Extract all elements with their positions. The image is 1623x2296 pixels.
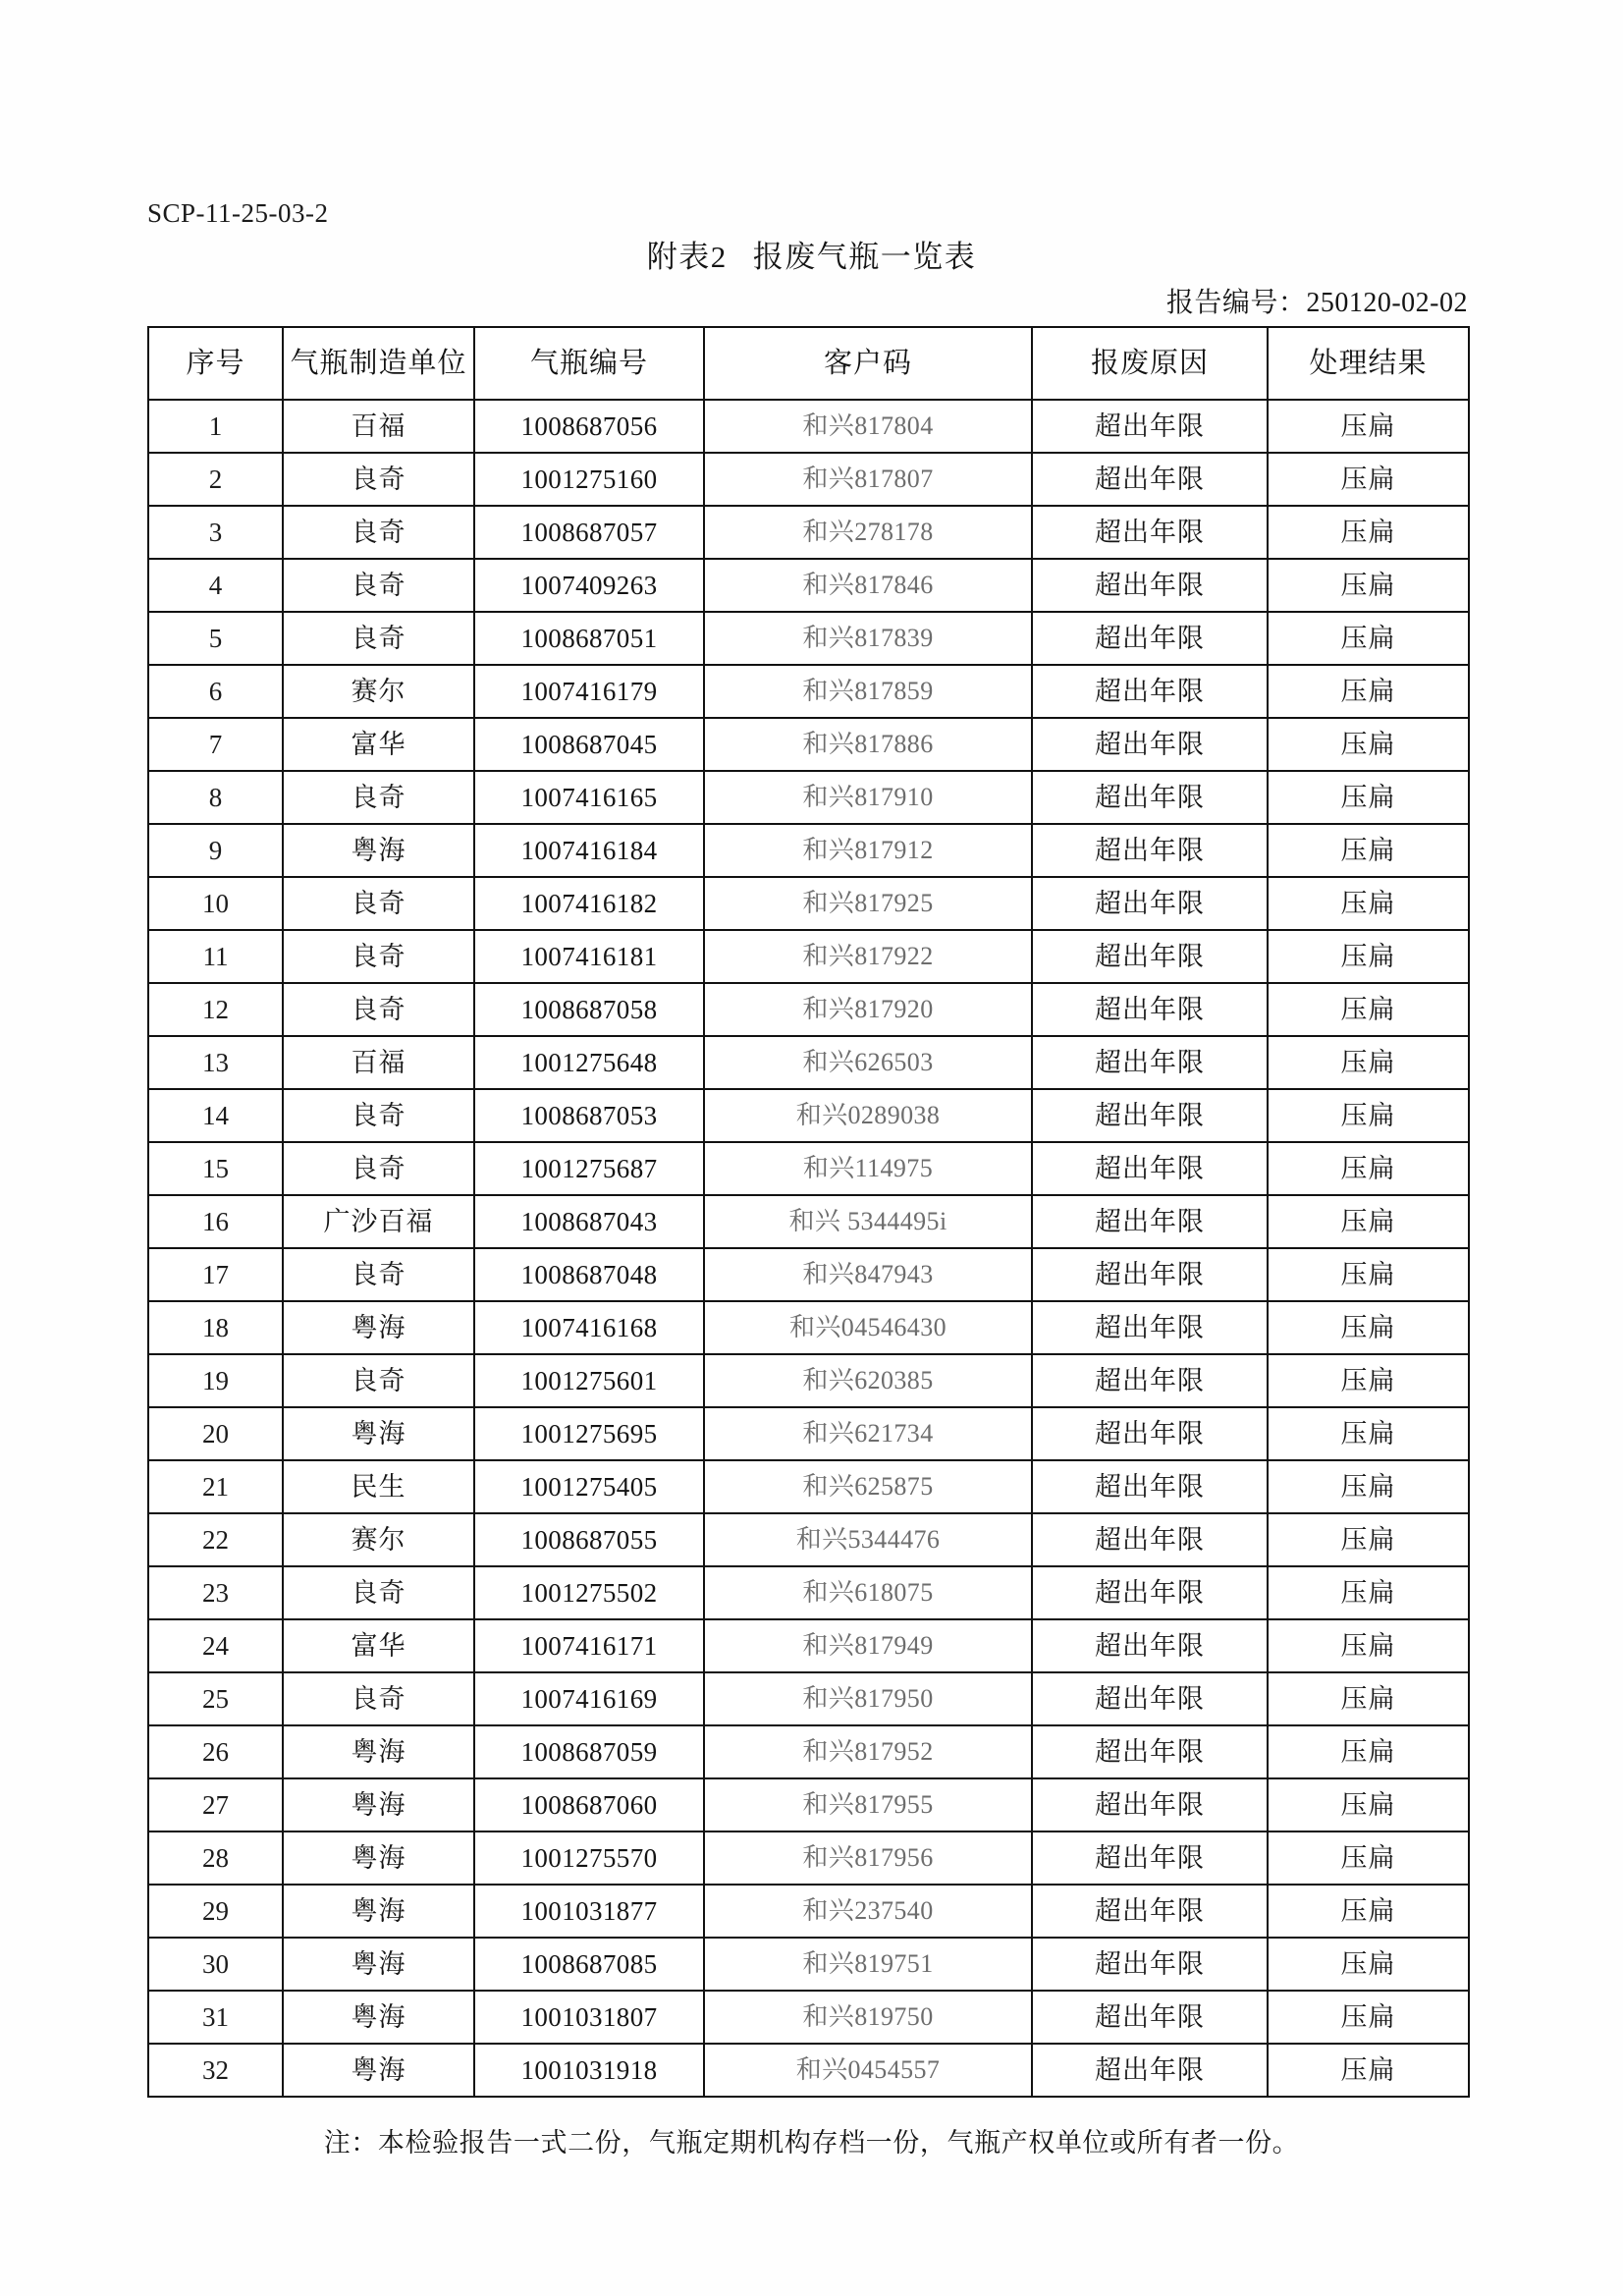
cell-index: 5 (148, 612, 283, 665)
table-row (148, 1460, 1469, 1513)
cell-index: 2 (148, 453, 283, 506)
cell-scrap-reason: 超出年限 (1032, 1831, 1268, 1885)
footer-note: 注：本检验报告一式二份，气瓶定期机构存档一份，气瓶产权单位或所有者一份。 (323, 2128, 1300, 2158)
cell-scrap-reason: 超出年限 (1032, 453, 1268, 506)
scrapped-cylinder-table-container (147, 326, 1468, 2098)
cell-manufacturer: 良奇 (283, 559, 474, 612)
cell-index: 32 (148, 2044, 283, 2097)
cell-manufacturer: 百福 (283, 400, 474, 453)
table-row (148, 1195, 1469, 1248)
table-row (148, 771, 1469, 824)
cell-manufacturer: 良奇 (283, 930, 474, 983)
cell-scrap-reason: 超出年限 (1032, 1725, 1268, 1778)
cell-index: 9 (148, 824, 283, 877)
cell-customer-code: 和兴5344476 (704, 1513, 1032, 1566)
cell-disposal-result: 压扁 (1268, 1566, 1469, 1619)
cell-index: 17 (148, 1248, 283, 1301)
cell-manufacturer: 良奇 (283, 612, 474, 665)
table-row (148, 559, 1469, 612)
cell-customer-code: 和兴817952 (704, 1725, 1032, 1778)
cell-customer-code: 和兴817910 (704, 771, 1032, 824)
cell-disposal-result: 压扁 (1268, 771, 1469, 824)
cell-index: 23 (148, 1566, 283, 1619)
cell-cylinder-no: 1007416171 (474, 1619, 704, 1672)
table-row (148, 1566, 1469, 1619)
cell-disposal-result: 压扁 (1268, 1142, 1469, 1195)
cell-manufacturer: 粤海 (283, 1831, 474, 1885)
column-header-disposal-result: 处理结果 (1268, 327, 1469, 400)
cell-customer-code: 和兴620385 (704, 1354, 1032, 1407)
cell-scrap-reason: 超出年限 (1032, 930, 1268, 983)
column-header-customer-code: 客户码 (704, 327, 1032, 400)
cell-customer-code: 和兴817846 (704, 559, 1032, 612)
cell-cylinder-no: 1008687045 (474, 718, 704, 771)
cell-customer-code: 和兴819751 (704, 1938, 1032, 1991)
cell-disposal-result: 压扁 (1268, 1672, 1469, 1725)
cell-customer-code: 和兴817804 (704, 400, 1032, 453)
cell-scrap-reason: 超出年限 (1032, 1566, 1268, 1619)
cell-customer-code: 和兴114975 (704, 1142, 1032, 1195)
cell-disposal-result: 压扁 (1268, 877, 1469, 930)
cell-manufacturer: 富华 (283, 718, 474, 771)
cell-manufacturer: 粤海 (283, 1778, 474, 1831)
cell-cylinder-no: 1008687060 (474, 1778, 704, 1831)
cell-disposal-result: 压扁 (1268, 930, 1469, 983)
cell-cylinder-no: 1008687048 (474, 1248, 704, 1301)
cell-cylinder-no: 1001275160 (474, 453, 704, 506)
table-row (148, 506, 1469, 559)
cell-cylinder-no: 1008687053 (474, 1089, 704, 1142)
table-row (148, 1778, 1469, 1831)
table-row (148, 718, 1469, 771)
cell-index: 13 (148, 1036, 283, 1089)
cell-cylinder-no: 1001031807 (474, 1991, 704, 2044)
report-number-value: 250120-02-02 (1306, 288, 1468, 318)
cell-manufacturer: 百福 (283, 1036, 474, 1089)
cell-scrap-reason: 超出年限 (1032, 612, 1268, 665)
cell-disposal-result: 压扁 (1268, 665, 1469, 718)
cell-scrap-reason: 超出年限 (1032, 1885, 1268, 1938)
cell-cylinder-no: 1008687051 (474, 612, 704, 665)
cell-index: 8 (148, 771, 283, 824)
cell-cylinder-no: 1008687056 (474, 400, 704, 453)
cell-disposal-result: 压扁 (1268, 1938, 1469, 1991)
cell-manufacturer: 良奇 (283, 453, 474, 506)
table-header (148, 327, 1469, 400)
cell-scrap-reason: 超出年限 (1032, 1778, 1268, 1831)
cell-scrap-reason: 超出年限 (1032, 1301, 1268, 1354)
cell-scrap-reason: 超出年限 (1032, 771, 1268, 824)
table-row (148, 1142, 1469, 1195)
cell-index: 19 (148, 1354, 283, 1407)
cell-scrap-reason: 超出年限 (1032, 1407, 1268, 1460)
cell-index: 7 (148, 718, 283, 771)
cell-manufacturer: 粤海 (283, 1885, 474, 1938)
table-row (148, 1301, 1469, 1354)
cell-manufacturer: 广沙百福 (283, 1195, 474, 1248)
cell-customer-code: 和兴817839 (704, 612, 1032, 665)
cell-scrap-reason: 超出年限 (1032, 1513, 1268, 1566)
cell-index: 14 (148, 1089, 283, 1142)
cell-scrap-reason: 超出年限 (1032, 718, 1268, 771)
cell-scrap-reason: 超出年限 (1032, 665, 1268, 718)
cell-index: 4 (148, 559, 283, 612)
cell-scrap-reason: 超出年限 (1032, 1195, 1268, 1248)
cell-cylinder-no: 1008687057 (474, 506, 704, 559)
cell-customer-code: 和兴04546430 (704, 1301, 1032, 1354)
cell-manufacturer: 良奇 (283, 1089, 474, 1142)
cell-customer-code: 和兴0289038 (704, 1089, 1032, 1142)
cell-customer-code: 和兴847943 (704, 1248, 1032, 1301)
cell-scrap-reason: 超出年限 (1032, 1089, 1268, 1142)
cell-disposal-result: 压扁 (1268, 1248, 1469, 1301)
cell-customer-code: 和兴817955 (704, 1778, 1032, 1831)
cell-manufacturer: 良奇 (283, 1354, 474, 1407)
cell-cylinder-no: 1007416169 (474, 1672, 704, 1725)
cell-manufacturer: 富华 (283, 1619, 474, 1672)
table-row (148, 1725, 1469, 1778)
cell-disposal-result: 压扁 (1268, 400, 1469, 453)
cell-cylinder-no: 1001275405 (474, 1460, 704, 1513)
table-row (148, 1938, 1469, 1991)
cell-disposal-result: 压扁 (1268, 983, 1469, 1036)
cell-disposal-result: 压扁 (1268, 1831, 1469, 1885)
cell-index: 31 (148, 1991, 283, 2044)
cell-cylinder-no: 1008687059 (474, 1725, 704, 1778)
cell-manufacturer: 良奇 (283, 1142, 474, 1195)
cell-scrap-reason: 超出年限 (1032, 877, 1268, 930)
cell-manufacturer: 粤海 (283, 1938, 474, 1991)
table-row (148, 1513, 1469, 1566)
cell-cylinder-no: 1007416168 (474, 1301, 704, 1354)
table-row (148, 1354, 1469, 1407)
cell-index: 12 (148, 983, 283, 1036)
cell-disposal-result: 压扁 (1268, 559, 1469, 612)
cell-cylinder-no: 1007409263 (474, 559, 704, 612)
cell-scrap-reason: 超出年限 (1032, 1354, 1268, 1407)
cell-disposal-result: 压扁 (1268, 1407, 1469, 1460)
cell-cylinder-no: 1008687085 (474, 1938, 704, 1991)
cell-index: 3 (148, 506, 283, 559)
cell-scrap-reason: 超出年限 (1032, 2044, 1268, 2097)
cell-disposal-result: 压扁 (1268, 2044, 1469, 2097)
cell-disposal-result: 压扁 (1268, 1301, 1469, 1354)
cell-index: 21 (148, 1460, 283, 1513)
table-row (148, 1672, 1469, 1725)
cell-cylinder-no: 1001275601 (474, 1354, 704, 1407)
cell-manufacturer: 粤海 (283, 1725, 474, 1778)
cell-manufacturer: 良奇 (283, 983, 474, 1036)
cell-scrap-reason: 超出年限 (1032, 1938, 1268, 1991)
cell-customer-code: 和兴237540 (704, 1885, 1032, 1938)
cell-disposal-result: 压扁 (1268, 453, 1469, 506)
cell-index: 24 (148, 1619, 283, 1672)
cell-disposal-result: 压扁 (1268, 1885, 1469, 1938)
cell-customer-code: 和兴278178 (704, 506, 1032, 559)
cell-manufacturer: 良奇 (283, 771, 474, 824)
cell-disposal-result: 压扁 (1268, 1036, 1469, 1089)
table-row (148, 1089, 1469, 1142)
cell-scrap-reason: 超出年限 (1032, 1142, 1268, 1195)
cell-customer-code: 和兴817920 (704, 983, 1032, 1036)
cell-cylinder-no: 1001275502 (474, 1566, 704, 1619)
cell-manufacturer: 粤海 (283, 1407, 474, 1460)
cell-index: 20 (148, 1407, 283, 1460)
cell-cylinder-no: 1008687043 (474, 1195, 704, 1248)
cell-customer-code: 和兴 5344495i (704, 1195, 1032, 1248)
table-row (148, 1407, 1469, 1460)
cell-cylinder-no: 1001275687 (474, 1142, 704, 1195)
cell-scrap-reason: 超出年限 (1032, 559, 1268, 612)
cell-index: 26 (148, 1725, 283, 1778)
cell-index: 11 (148, 930, 283, 983)
cell-disposal-result: 压扁 (1268, 824, 1469, 877)
cell-cylinder-no: 1007416182 (474, 877, 704, 930)
cell-index: 1 (148, 400, 283, 453)
cell-disposal-result: 压扁 (1268, 506, 1469, 559)
cell-customer-code: 和兴817912 (704, 824, 1032, 877)
cell-cylinder-no: 1001275570 (474, 1831, 704, 1885)
cell-index: 15 (148, 1142, 283, 1195)
cell-customer-code: 和兴621734 (704, 1407, 1032, 1460)
cell-index: 27 (148, 1778, 283, 1831)
table-header-row (148, 327, 1469, 400)
cell-customer-code: 和兴817956 (704, 1831, 1032, 1885)
cell-index: 16 (148, 1195, 283, 1248)
cell-disposal-result: 压扁 (1268, 1725, 1469, 1778)
report-number-label: 报告编号： (1165, 288, 1307, 318)
cell-disposal-result: 压扁 (1268, 1991, 1469, 2044)
cell-index: 10 (148, 877, 283, 930)
table-row (148, 1036, 1469, 1089)
column-header-index: 序号 (148, 327, 283, 400)
page-title (0, 232, 1623, 276)
table-row (148, 983, 1469, 1036)
cell-cylinder-no: 1001031918 (474, 2044, 704, 2097)
table-row (148, 2044, 1469, 2097)
table-row (148, 453, 1469, 506)
cell-index: 29 (148, 1885, 283, 1938)
page-title-prefix: 附表2 (646, 240, 728, 274)
table-row (148, 400, 1469, 453)
cell-scrap-reason: 超出年限 (1032, 1036, 1268, 1089)
column-header-manufacturer: 气瓶制造单位 (283, 327, 474, 400)
cell-scrap-reason: 超出年限 (1032, 983, 1268, 1036)
cell-manufacturer: 赛尔 (283, 1513, 474, 1566)
table-row (148, 824, 1469, 877)
cell-index: 18 (148, 1301, 283, 1354)
cell-disposal-result: 压扁 (1268, 1513, 1469, 1566)
table-row (148, 665, 1469, 718)
report-number (1166, 281, 1468, 320)
cell-customer-code: 和兴817949 (704, 1619, 1032, 1672)
cell-index: 6 (148, 665, 283, 718)
cell-customer-code: 和兴625875 (704, 1460, 1032, 1513)
cell-cylinder-no: 1007416181 (474, 930, 704, 983)
page-title-main: 报废气瓶一览表 (752, 240, 977, 274)
table-body (148, 400, 1469, 2097)
cell-manufacturer: 良奇 (283, 506, 474, 559)
table-row (148, 1885, 1469, 1938)
cell-customer-code: 和兴817886 (704, 718, 1032, 771)
cell-manufacturer: 良奇 (283, 1566, 474, 1619)
table-row (148, 1248, 1469, 1301)
cell-manufacturer: 良奇 (283, 1672, 474, 1725)
cell-manufacturer: 良奇 (283, 877, 474, 930)
cell-cylinder-no: 1007416179 (474, 665, 704, 718)
cell-index: 28 (148, 1831, 283, 1885)
cell-disposal-result: 压扁 (1268, 612, 1469, 665)
cell-manufacturer: 粤海 (283, 2044, 474, 2097)
cell-customer-code: 和兴817807 (704, 453, 1032, 506)
cell-cylinder-no: 1001275695 (474, 1407, 704, 1460)
scrapped-cylinder-table (147, 326, 1470, 2098)
table-row (148, 1991, 1469, 2044)
document-code: SCP-11-25-03-2 (147, 198, 329, 228)
cell-scrap-reason: 超出年限 (1032, 1672, 1268, 1725)
cell-scrap-reason: 超出年限 (1032, 1991, 1268, 2044)
cell-index: 25 (148, 1672, 283, 1725)
table-row (148, 877, 1469, 930)
cell-scrap-reason: 超出年限 (1032, 1248, 1268, 1301)
cell-cylinder-no: 1008687055 (474, 1513, 704, 1566)
cell-disposal-result: 压扁 (1268, 1619, 1469, 1672)
cell-cylinder-no: 1007416165 (474, 771, 704, 824)
cell-customer-code: 和兴817922 (704, 930, 1032, 983)
cell-scrap-reason: 超出年限 (1032, 506, 1268, 559)
cell-manufacturer: 良奇 (283, 1248, 474, 1301)
table-row (148, 930, 1469, 983)
cell-manufacturer: 粤海 (283, 1301, 474, 1354)
column-header-scrap-reason: 报废原因 (1032, 327, 1268, 400)
cell-disposal-result: 压扁 (1268, 1089, 1469, 1142)
cell-manufacturer: 赛尔 (283, 665, 474, 718)
cell-customer-code: 和兴817859 (704, 665, 1032, 718)
cell-customer-code: 和兴819750 (704, 1991, 1032, 2044)
column-header-cylinder-no: 气瓶编号 (474, 327, 704, 400)
cell-disposal-result: 压扁 (1268, 1354, 1469, 1407)
cell-cylinder-no: 1008687058 (474, 983, 704, 1036)
cell-index: 30 (148, 1938, 283, 1991)
table-row (148, 612, 1469, 665)
cell-customer-code: 和兴618075 (704, 1566, 1032, 1619)
cell-disposal-result: 压扁 (1268, 1778, 1469, 1831)
cell-scrap-reason: 超出年限 (1032, 400, 1268, 453)
cell-disposal-result: 压扁 (1268, 718, 1469, 771)
cell-scrap-reason: 超出年限 (1032, 824, 1268, 877)
table-row (148, 1831, 1469, 1885)
cell-disposal-result: 压扁 (1268, 1460, 1469, 1513)
cell-disposal-result: 压扁 (1268, 1195, 1469, 1248)
cell-customer-code: 和兴0454557 (704, 2044, 1032, 2097)
cell-customer-code: 和兴626503 (704, 1036, 1032, 1089)
cell-scrap-reason: 超出年限 (1032, 1460, 1268, 1513)
cell-scrap-reason: 超出年限 (1032, 1619, 1268, 1672)
cell-cylinder-no: 1001275648 (474, 1036, 704, 1089)
cell-cylinder-no: 1001031877 (474, 1885, 704, 1938)
cell-customer-code: 和兴817925 (704, 877, 1032, 930)
cell-manufacturer: 民生 (283, 1460, 474, 1513)
table-row (148, 1619, 1469, 1672)
cell-index: 22 (148, 1513, 283, 1566)
cell-cylinder-no: 1007416184 (474, 824, 704, 877)
cell-customer-code: 和兴817950 (704, 1672, 1032, 1725)
cell-manufacturer: 粤海 (283, 824, 474, 877)
cell-manufacturer: 粤海 (283, 1991, 474, 2044)
